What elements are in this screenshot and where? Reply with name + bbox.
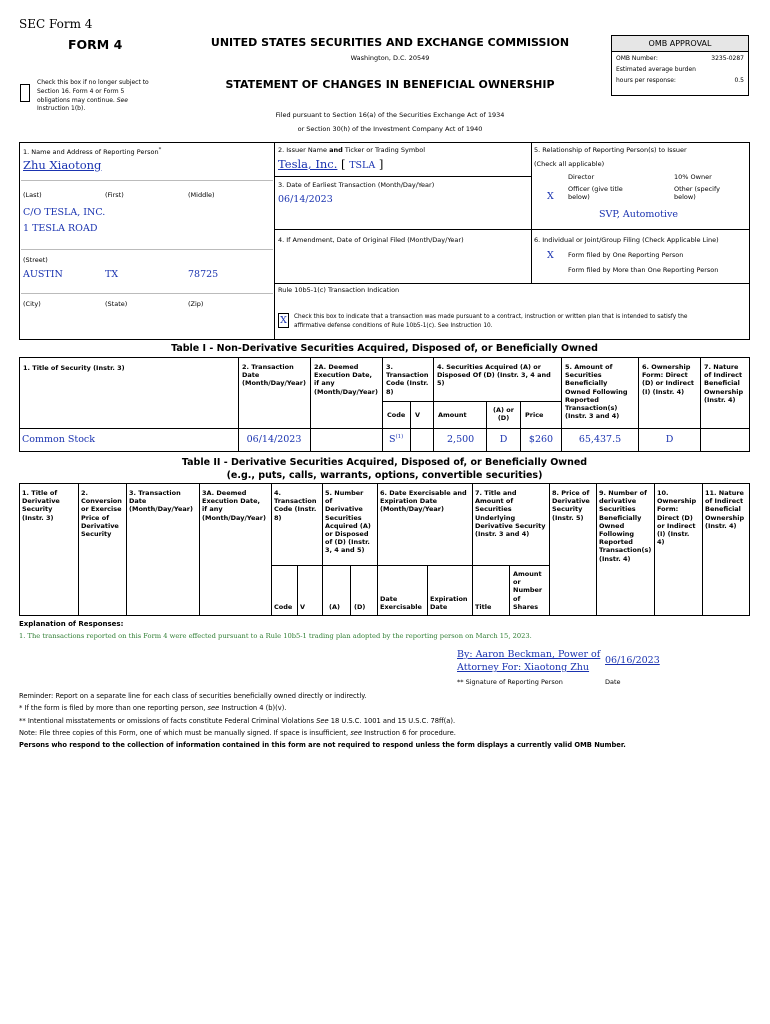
omb-burden-label-1: Estimated average burden: [616, 66, 696, 73]
t1-row-form: D: [665, 434, 674, 445]
middle-label: (Middle): [188, 191, 215, 199]
city-value: AUSTIN: [23, 269, 63, 280]
omb-title: OMB APPROVAL: [612, 36, 748, 52]
t1-col-form: 6. Ownership Form: Direct (D) or Indirect (I) (Instr. 4): [642, 363, 695, 396]
t1-col-date: 2. Transaction Date (Month/Day/Year): [242, 363, 306, 388]
box6-label: 6. Individual or Joint/Group Filing (Check Applicable Line): [534, 236, 719, 244]
earliest-transaction-date: 06/14/2023: [278, 194, 333, 205]
table2-title: Table II - Derivative Securities Acquired, Disposed of, or Beneficially Owned (e.g., puts, calls, warrants, options, convertible securities): [181, 457, 588, 481]
footer-notes: [19, 690, 626, 751]
t1-col-nature: 7. Nature of Indirect Beneficial Ownership (Instr. 4): [704, 363, 744, 404]
t2-sub-title: Title: [475, 603, 492, 611]
t1-row-ad: D: [499, 434, 508, 445]
t1-col-title: 1. Title of Security (Instr. 3): [23, 364, 125, 372]
t2-col-title: 1. Title of Derivative Security (Instr. 3): [22, 489, 60, 522]
omb-approval-box: [611, 35, 749, 96]
t1-row-title: Common Stock: [22, 434, 95, 445]
street-label: (Street): [23, 256, 48, 264]
t1-row-price: $260: [528, 434, 554, 445]
t2-col-exercisable: 6. Date Exercisable and Expiration Date (Month/Day/Year): [380, 489, 467, 514]
address-line-1: C/O TESLA, INC.: [23, 207, 106, 218]
agency-name: UNITED STATES SECURITIES AND EXCHANGE COMMISSION: [210, 36, 570, 49]
form-title: FORM 4: [68, 37, 123, 52]
omb-number-value: 3235-0287: [711, 55, 744, 62]
issuer-line: Tesla, Inc. [ TSLA ]: [278, 157, 384, 171]
signature[interactable]: By: Aaron Beckman, Power of Attorney For: Xiaotong Zhu: [457, 649, 601, 673]
t2-col-underlying: 7. Title and Amount of Securities Underlying Derivative Security (Instr. 3 and 4): [475, 489, 546, 539]
t1-sub-amount: Amount: [438, 411, 467, 419]
footer-reminder: Reminder: Report on a separate line for each class of securities beneficially owned directly or indirectly.: [19, 692, 367, 700]
t2-col-date: 3. Transaction Date (Month/Day/Year): [129, 489, 193, 514]
date-label: Date: [605, 678, 621, 686]
box4-label: 4. If Amendment, Date of Original Filed (Month/Day/Year): [278, 236, 464, 244]
t1-sub-code: Code: [387, 411, 406, 419]
last-label: (Last): [23, 191, 42, 199]
officer-check[interactable]: X: [547, 191, 554, 202]
section16-note: Check this box if no longer subject to Section 16. Form 4 or Form 5 obligations may continue. See Instruction 1(b).: [37, 79, 149, 113]
footer-note-3: Note: File three copies of this Form, one of which must be manually signed. If space is insufficient, see Instruction 6 for procedure.: [19, 728, 456, 737]
explanation-note-1: 1. The transactions reported on this Form 4 were effected pursuant to a Rule 10b5-1 trading plan adopted by the reporting person on March 15, 2023.: [19, 632, 532, 640]
reporting-person-name[interactable]: Zhu Xiaotong: [23, 158, 102, 172]
omb-burden-label-2: hours per response:: [616, 77, 676, 84]
t1-sub-ad: (A) or (D): [493, 406, 514, 423]
agency-city: Washington, D.C. 20549: [350, 54, 430, 62]
table1-title: Table I - Non-Derivative Securities Acquired, Disposed of, or Beneficially Owned: [171, 343, 598, 354]
footer-note-2: ** Intentional misstatements or omissions of facts constitute Federal Criminal Violations See 18 U.S.C. 1001 and 15 U.S.C. 78ff(a).: [19, 716, 456, 725]
t2-col-nature: 11. Nature of Indirect Beneficial Ownership (Instr. 4): [705, 489, 745, 530]
footer-omb-notice: Persons who respond to the collection of information contained in this form are not required to respond unless the form displays a currently valid OMB Number.: [19, 741, 626, 750]
t1-col-code: 3. Transaction Code (Instr. 8): [386, 363, 429, 396]
t1-sub-price: Price: [525, 411, 544, 419]
t1-col-owned: 5. Amount of Securities Beneficially Owned Following Reported Transaction(s) (Instr. 3 and 4): [565, 363, 628, 421]
officer-label: Officer (give title below): [568, 185, 623, 201]
t2-col-code: 4. Transaction Code (Instr. 8): [274, 489, 317, 522]
footer-note-1: * If the form is filed by more than one reporting person, see Instruction 4 (b)(v).: [19, 704, 287, 713]
section16-checkbox[interactable]: [20, 84, 30, 102]
t2-sub-v: V: [300, 603, 306, 611]
t2-col-number: 5. Number of Derivative Securities Acquired (A) or Disposed of (D) (Instr. 3, 4 and 5): [325, 489, 371, 555]
t1-col-deemed: 2A. Deemed Execution Date, if any (Month/Day/Year): [314, 363, 378, 396]
t2-sub-d: (D): [354, 603, 366, 611]
box5-sub: (Check all applicable): [534, 160, 605, 168]
signature-date: 06/16/2023: [605, 655, 660, 666]
zip-label: (Zip): [188, 300, 204, 308]
rule-label: Rule 10b5-1(c) Transaction Indication: [278, 286, 400, 294]
signature-label: ** Signature of Reporting Person: [457, 678, 563, 686]
t2-sub-amount: Amount or Number of Shares: [513, 570, 543, 611]
page-label: SEC Form 4: [19, 17, 93, 31]
t1-row-date: 06/14/2023: [246, 434, 302, 445]
statement-title: STATEMENT OF CHANGES IN BENEFICIAL OWNERSHIP: [225, 78, 555, 91]
t2-sub-exercisable: Date Exercisable: [380, 595, 422, 612]
box2-label: 2. Issuer Name and Ticker or Trading Symbol: [278, 146, 426, 154]
t2-col-conversion: 2. Conversion or Exercise Price of Derivative Security: [81, 489, 122, 539]
ten-percent-label: 10% Owner: [674, 173, 712, 181]
omb-burden-value: 0.5: [734, 77, 744, 84]
one-person-check[interactable]: X: [547, 250, 554, 261]
t1-sub-v: V: [415, 411, 421, 419]
t2-col-owned: 9. Number of derivative Securities Beneficially Owned Following Reported Transaction(s) (Instr. 4): [599, 489, 652, 563]
filed-line-2: or Section 30(h) of the Investment Company Act of 1940: [297, 125, 483, 133]
ticker-symbol: TSLA: [349, 160, 376, 171]
state-value: TX: [105, 269, 119, 280]
t2-col-price: 8. Price of Derivative Security (Instr. 5): [552, 489, 590, 522]
t2-sub-a: (A): [329, 603, 340, 611]
box3-label: 3. Date of Earliest Transaction (Month/Day/Year): [278, 181, 435, 189]
t1-col-securities: 4. Securities Acquired (A) or Disposed Of (D) (Instr. 3, 4 and 5): [437, 363, 551, 388]
t1-row-owned: 65,437.5: [578, 434, 622, 445]
city-label: (City): [23, 300, 41, 308]
rule-text: Check this box to indicate that a transaction was made pursuant to a contract, instruction or written plan that is intended to satisfy the affirmative defense conditions of Rule 10b5-1(c). See Instruction 10.: [294, 314, 688, 329]
state-label: (State): [105, 300, 128, 308]
t1-row-footnote: (1): [395, 434, 404, 440]
box1-label: 1. Name and Address of Reporting Person*: [23, 147, 162, 157]
t2-col-deemed: 3A. Deemed Execution Date, if any (Month/Day/Year): [202, 489, 266, 522]
t2-col-form: 10. Ownership Form: Direct (D) or Indirect (I) (Instr. 4): [657, 489, 697, 547]
omb-number-label: OMB Number:: [616, 55, 658, 62]
zip-value: 78725: [188, 269, 219, 280]
t1-row-amount: 2,500: [447, 434, 475, 445]
officer-title: SVP, Automotive: [599, 209, 678, 220]
filed-line-1: Filed pursuant to Section 16(a) of the Securities Exchange Act of 1934: [275, 111, 505, 119]
other-label: Other (specify below): [674, 185, 720, 201]
one-person-label: Form filed by One Reporting Person: [568, 251, 684, 259]
more-persons-label: Form filed by More than One Reporting Person: [568, 266, 719, 274]
explanation-heading: Explanation of Responses:: [19, 620, 124, 628]
first-label: (First): [105, 191, 124, 199]
issuer-name-link[interactable]: Tesla, Inc.: [278, 157, 338, 171]
t2-sub-code: Code: [274, 603, 293, 611]
director-label: Director: [568, 173, 595, 181]
t1-row-code: $S^{(1)}$: [389, 434, 404, 446]
box5-label: 5. Relationship of Reporting Person(s) to Issuer: [534, 146, 687, 154]
address-line-2: 1 TESLA ROAD: [23, 223, 98, 234]
rule-checkbox[interactable]: X: [278, 313, 289, 328]
t2-sub-expiration: Expiration Date: [430, 595, 468, 612]
